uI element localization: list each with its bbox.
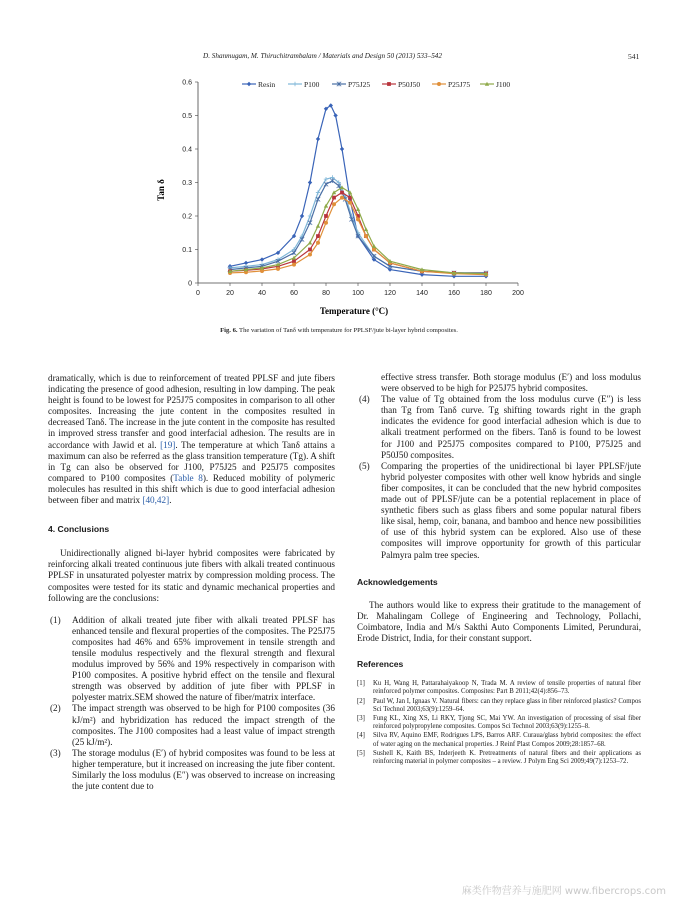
data-point bbox=[247, 82, 251, 86]
x-tick-label: 40 bbox=[258, 290, 266, 297]
y-tick-label: 0.3 bbox=[182, 180, 192, 187]
y-tick-label: 0.4 bbox=[182, 146, 192, 154]
data-point bbox=[292, 251, 296, 255]
figure-caption bbox=[0, 327, 678, 334]
caption-text: The variation of Tanδ with temperature for PPLSF/jute bi-layer hybrid composites. bbox=[237, 327, 458, 334]
reference-item: [2] Paul W, Jan I, Ignaas V. Natural fibers: can they replace glass in fiber reinforced plastics? Compos Sci Technol 2003;63(9):1259–64. bbox=[357, 697, 641, 713]
data-point bbox=[330, 179, 334, 183]
list-continuation: effective stress transfer. Both storage modulus (E′) and loss modulus were observed to be high for P25J75 hybrid composites. bbox=[381, 372, 641, 394]
data-point bbox=[300, 214, 304, 218]
section-heading-acknowledgements: Acknowledgements bbox=[357, 576, 438, 587]
conclusions-intro: Unidirectionally aligned bi-layer hybrid composites were fabricated by reinforcing alkali treated continuous jute fibers with alkali treated continuous PPLSF in unsaturated polyester matrix by compression molding process. The composites were tested for its static and dynamic mechanical properties and following are the conclusions: bbox=[48, 548, 335, 603]
data-point bbox=[316, 234, 320, 238]
chart-series bbox=[228, 103, 488, 278]
data-point bbox=[316, 197, 320, 201]
data-point bbox=[333, 113, 337, 117]
data-point bbox=[340, 191, 344, 195]
discussion-paragraph: dramatically, which is due to reinforcement of treated PPLSF and jute fibers indicating the presence of good adhesion, resulting in low damping. The peak height is found to be lowest for P25J75 composites in comparison to all other composites. Increasing the jute content in the composites resulted in decreased Tanδ. The increase in the jute content in the composite has resulted in improved stress transfer and good interfacial adhesion. The results are in accordance with Jawid et al. [19]. The temperature at which Tanδ attains a maximum can also be referred as the glass transition temperature (Tg). A shift in Tg can also be observed for J100, P75J25 and P25J75 composites compared to P100 composites (Table 8). Reduced mobility of polymeric molecules has resulted in this shift which is due to good interfacial adhesion between fiber and matrix [40,42]. bbox=[48, 373, 335, 506]
section-heading-conclusions: 4. Conclusions bbox=[48, 524, 110, 535]
reference-item: [1] Ku H, Wang H, Pattarahaiyakoop N, Trada M. A review of tensile properties of natural fiber reinforced polymer composites. Composites: Part B 2011;42(4):856–73. bbox=[357, 680, 641, 696]
data-point bbox=[364, 234, 368, 238]
reference-item: [5] Sushell K, Kaith BS, Inderjeeth K. Pretreatments of natural fibers and their applications as reinforcing material in polymer composites – a review. J Polym Eng Sci 2009;49(7):1253–72. bbox=[357, 749, 641, 765]
citation-link[interactable]: [19] bbox=[160, 439, 176, 450]
y-axis-label: Tan δ bbox=[156, 179, 166, 201]
watermark: 麻类作物营养与施肥网 www.fibercrops.com bbox=[461, 886, 666, 897]
data-point bbox=[308, 248, 312, 252]
data-point bbox=[316, 241, 320, 245]
conclusions-list bbox=[48, 615, 335, 793]
data-point bbox=[364, 227, 368, 231]
y-tick-label: 0 bbox=[188, 280, 192, 288]
x-tick-label: 180 bbox=[480, 290, 492, 297]
x-tick-label: 100 bbox=[352, 290, 364, 297]
list-item: (1) Addition of alkali treated jute fiber with alkali treated PPLSF has enhanced tensile and flexural properties of the composites. The P25J75 composites had 46% and 65% improvement in tensile strength and tensile modulus respectively and the flexural strength and flexural modulus improved by 56% and 19% respectively in comparison with P100 composites. A positive hybrid effect on the tensile and flexural strength was observed by addition of jute fiber with PPLSF in polyester matrix.SEM showed the nature of fiber/matrix interface. bbox=[50, 614, 335, 703]
data-point bbox=[308, 253, 312, 257]
caption-label: Fig. 6. bbox=[220, 327, 238, 334]
legend-label: Resin bbox=[258, 80, 276, 89]
reference-item: [4] Silva RV, Aquino EMF, Rodrigues LPS, Barros ARF. Curaua/glass hybrid composites: the effect of water aging on the mechanical properties. J Reinf Plast Compos 2009;28:1857–68. bbox=[357, 732, 641, 748]
legend-item bbox=[480, 80, 510, 89]
data-point bbox=[340, 147, 344, 151]
data-point bbox=[387, 82, 391, 86]
legend-item bbox=[382, 80, 420, 89]
data-point bbox=[332, 202, 336, 206]
data-point bbox=[308, 221, 312, 225]
tan-delta-chart bbox=[150, 70, 530, 320]
data-point bbox=[340, 196, 344, 200]
chart-axes bbox=[182, 80, 524, 298]
series-p75j25 bbox=[228, 179, 488, 276]
chart-legend bbox=[242, 80, 510, 89]
table-link[interactable]: Table 8 bbox=[173, 472, 203, 483]
series-p100 bbox=[228, 175, 488, 275]
acknowledgements-text: The authors would like to express their gratitude to the management of Dr. Mahalingam College of Engineering and Technology, Pollachi, Coimbatore, India and M/s Sakthi Auto Components Limited, Perundurai, Erode District, India, for their constant support. bbox=[357, 599, 641, 643]
x-tick-label: 60 bbox=[290, 290, 298, 297]
legend-item bbox=[432, 80, 470, 89]
list-item: (5) Comparing the properties of the unidirectional bi layer PPLSF/jute hybrid polyester composites with other well know hybrids and single fiber composites, it can be concluded that the new hybrid composites made out of PPLSF/jute can be a potential replacement in place of synthetic fibers such as glass fibers and some popular natural fibers like sisal, hemp, coir, banana, and bamboo and hence new possibilities of use of this hybrid system can be explored. Also use of these composites will improve opportunity for growth of this particular Palmyra palm tree species. bbox=[359, 460, 641, 560]
legend-item bbox=[332, 80, 370, 89]
data-point bbox=[293, 82, 297, 86]
data-point bbox=[292, 263, 296, 267]
legend-label: P25J75 bbox=[448, 80, 471, 89]
right-column bbox=[357, 372, 641, 767]
data-point bbox=[356, 217, 360, 221]
reference-list bbox=[357, 680, 641, 766]
y-tick-label: 0.2 bbox=[182, 213, 192, 221]
list-item: (3) The storage modulus (E′) of hybrid composites was found to be less at higher temperature, but it increased on increasing the jute fiber content. Similarly the loss modulus (E″) was observed to increase on increasing the jute content due to bbox=[50, 747, 335, 792]
reference-item: [3] Fung KL, Xing XS, Li RKY, Tjong SC, Mai YW. An investigation of processing of sisal fiber reinforced polypropylene composites. Compos Sci Technol 2003;63(9):1255–8. bbox=[357, 714, 641, 731]
data-point bbox=[324, 182, 328, 186]
x-tick-label: 120 bbox=[384, 290, 396, 297]
list-item: (2) The impact strength was observed to be high for P100 composites (36 kJ/m²) and hybridization has reduced the impact strength of the composites. The J100 composites had a least value of impact strength (25 kJ/m²). bbox=[50, 703, 335, 747]
running-header: D. Shanmugam, M. Thiruchitrambalam / Materials and Design 50 (2013) 533–542 bbox=[203, 52, 442, 60]
series-line bbox=[230, 105, 486, 276]
legend-label: P100 bbox=[304, 80, 320, 89]
data-point bbox=[324, 221, 328, 225]
series-j100 bbox=[228, 185, 488, 275]
legend-label: P75J25 bbox=[348, 80, 371, 89]
legend-label: P50J50 bbox=[398, 80, 421, 89]
left-column bbox=[48, 373, 335, 792]
legend-item bbox=[288, 80, 320, 89]
page-number: 541 bbox=[628, 52, 640, 61]
section-heading-references: References bbox=[357, 659, 404, 670]
data-point bbox=[316, 224, 320, 228]
series-resin bbox=[228, 103, 488, 278]
data-point bbox=[308, 241, 312, 245]
y-tick-label: 0.1 bbox=[182, 247, 192, 254]
data-point bbox=[260, 257, 264, 261]
x-tick-label: 0 bbox=[196, 290, 200, 297]
data-point bbox=[276, 267, 280, 271]
list-item: (4) The value of Tg obtained from the loss modulus curve (E″) is less than Tg from Tanδ curve. Tg shifting towards right in the graph indicates the evidence for good interfacial adhesion which is due to alkali treatment performed on the fibers. Tanδ is found to be lowest for J100 and P25J75 composites compared to P100, P75J25 and P50J50 composites. bbox=[359, 394, 641, 460]
x-axis-label: Temperature (°C) bbox=[319, 306, 389, 316]
x-tick-label: 200 bbox=[512, 290, 524, 297]
x-tick-label: 160 bbox=[448, 290, 460, 297]
citation-link[interactable]: [40,42] bbox=[142, 495, 170, 506]
data-point bbox=[324, 214, 328, 218]
data-point bbox=[437, 82, 441, 86]
data-point bbox=[356, 207, 360, 211]
data-point bbox=[348, 201, 352, 205]
series-line bbox=[230, 178, 486, 273]
y-tick-label: 0.6 bbox=[182, 79, 192, 87]
x-tick-label: 80 bbox=[322, 290, 330, 297]
y-tick-label: 0.5 bbox=[182, 113, 192, 120]
data-point bbox=[292, 259, 296, 263]
series-line bbox=[230, 181, 486, 273]
x-tick-label: 20 bbox=[226, 290, 234, 297]
data-point bbox=[308, 180, 312, 184]
legend-item bbox=[242, 80, 275, 89]
data-point bbox=[332, 196, 336, 200]
data-point bbox=[316, 137, 320, 141]
legend-label: J100 bbox=[496, 80, 511, 89]
x-tick-label: 140 bbox=[416, 290, 428, 297]
